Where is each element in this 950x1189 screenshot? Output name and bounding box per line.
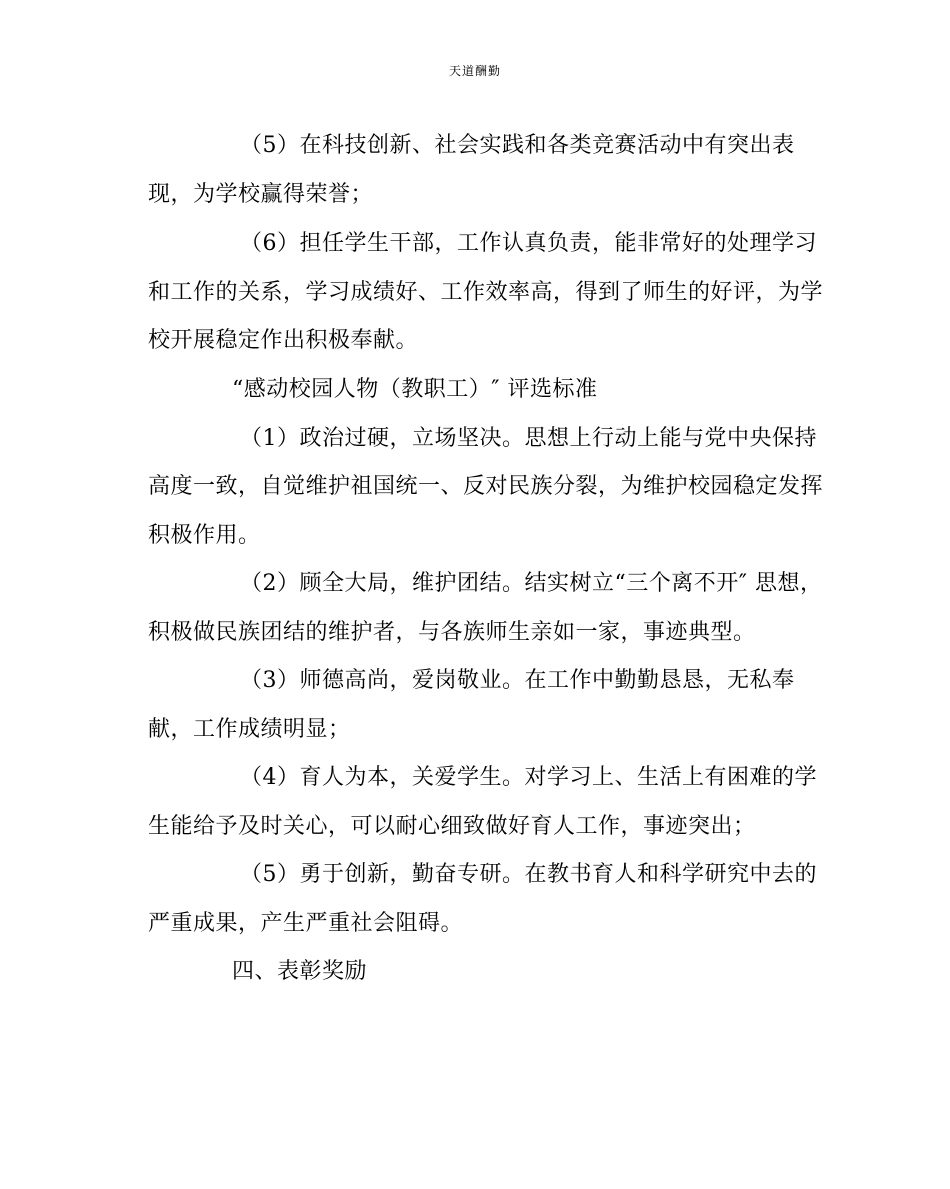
paragraph-line: （5）勇于创新，勤奋专研。在教书育人和科学研究中去的 — [240, 862, 817, 887]
paragraph-line: 现，为学校赢得荣誉； — [148, 182, 374, 207]
paragraph-line: （5）在科技创新、社会实践和各类竞赛活动中有突出表 — [240, 133, 795, 158]
paragraph-line: 积极做民族团结的维护者，与各族师生亲如一家，事迹典型。 — [148, 620, 756, 645]
paragraph-line: （2）顾全大局，维护团结。结实树立“三个离不开″ 思想， — [240, 571, 823, 596]
page-header: 天道酬勤 — [448, 64, 501, 78]
paragraph-line: 献，工作成绩明显； — [148, 717, 351, 742]
paragraph-line: （4）育人为本，关爱学生。对学习上、生活上有困难的学 — [240, 765, 817, 790]
section-title: “感动校园人物（教职工）″ 评选标准 — [232, 377, 598, 402]
paragraph-line: 和工作的关系，学习成绩好、工作效率高，得到了师生的好评，为学 — [148, 280, 824, 305]
section-heading: 四、表彰奖励 — [232, 959, 368, 984]
paragraph-line: 校开展稳定作出积极奉献。 — [148, 328, 419, 353]
paragraph-line: 严重成果，产生严重社会阻碍。 — [148, 911, 464, 936]
paragraph-line: 生能给予及时关心，可以耐心细致做好育人工作，事迹突出； — [148, 814, 756, 839]
paragraph-line: （3）师德高尚，爱岗敬业。在工作中勤勤恳恳，无私奉 — [240, 668, 795, 693]
paragraph-line: （6）担任学生干部，工作认真负责，能非常好的处理学习 — [240, 231, 817, 256]
paragraph-line: 积极作用。 — [148, 523, 261, 548]
paragraph-line: 高度一致，自觉维护祖国统一、反对民族分裂，为维护校园稳定发挥 — [148, 474, 824, 499]
paragraph-line: （1）政治过硬，立场坚决。思想上行动上能与党中央保持 — [240, 426, 817, 451]
